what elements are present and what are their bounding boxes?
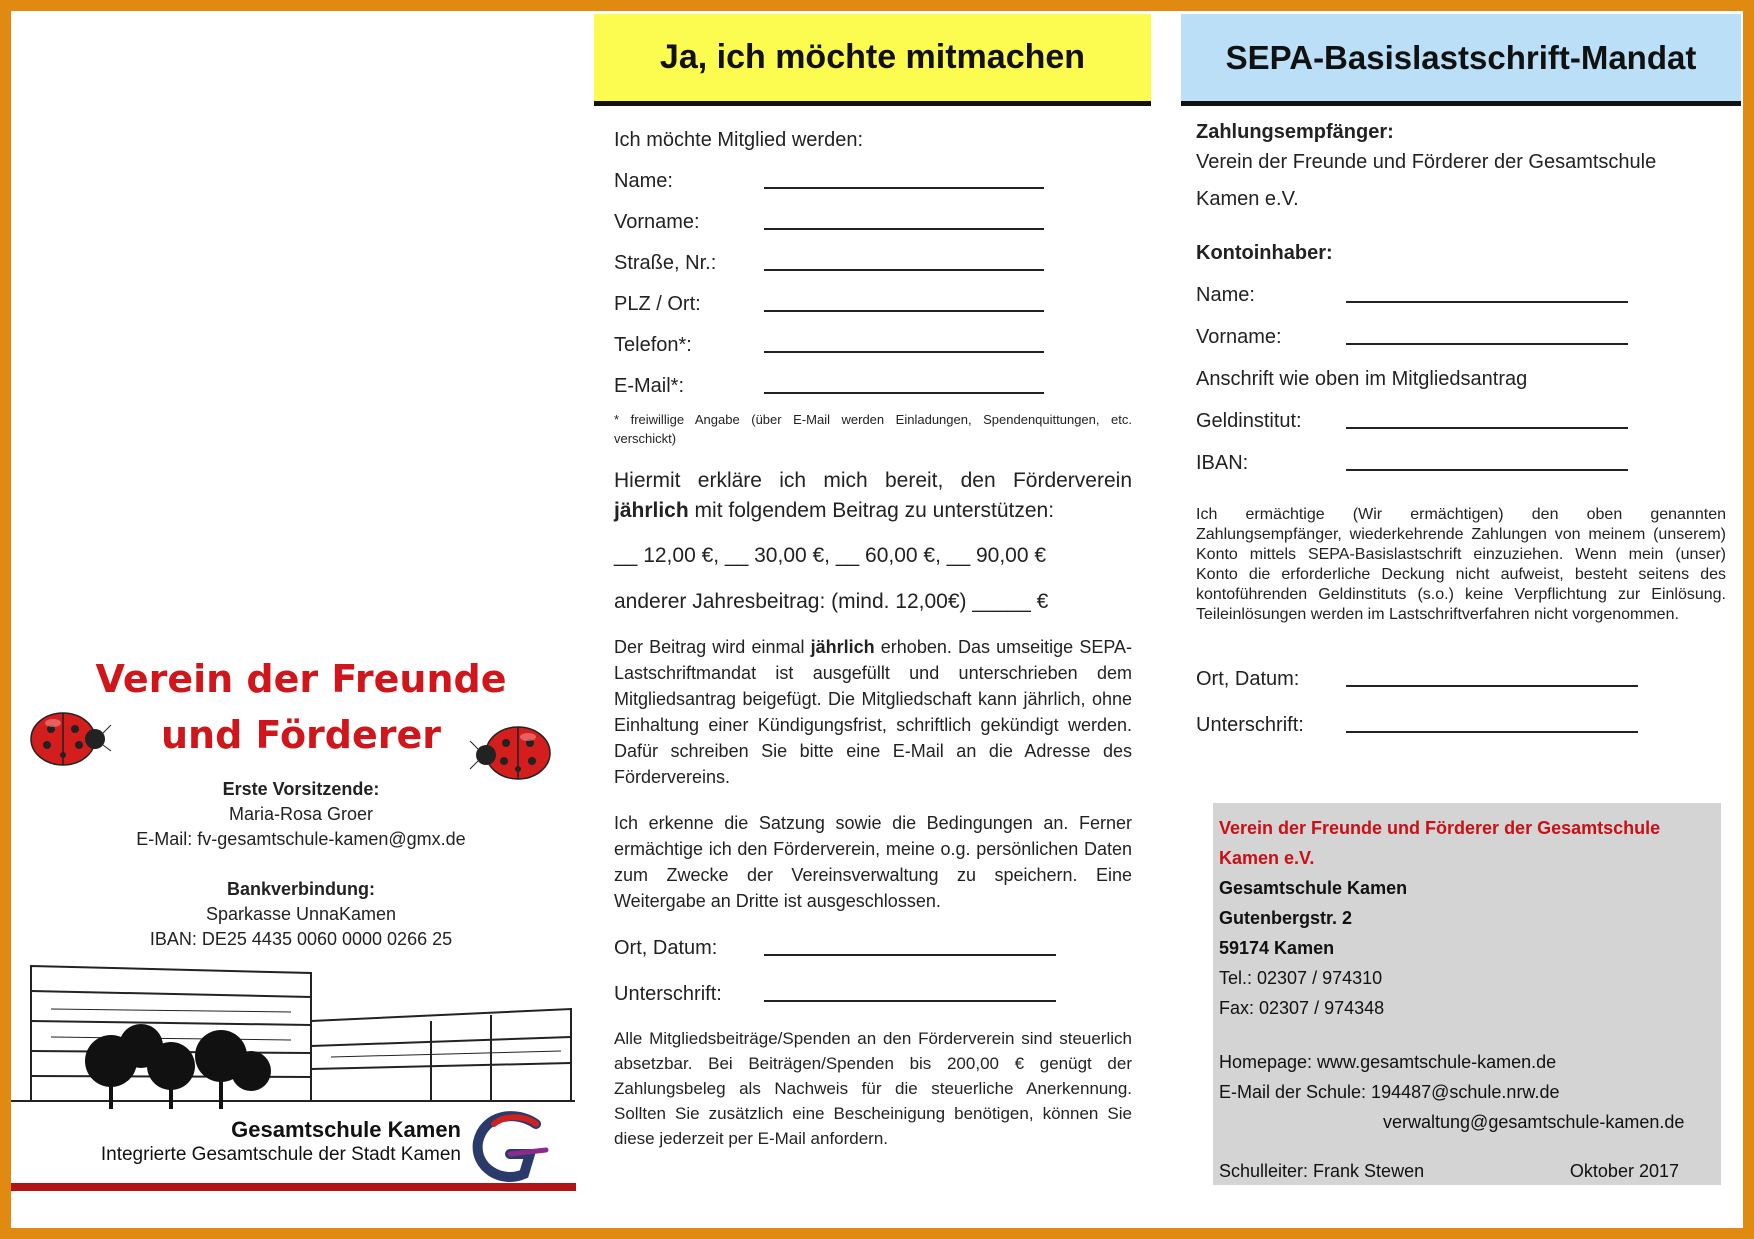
- field-label: IBAN:: [1196, 452, 1249, 474]
- club-title: [71, 651, 531, 763]
- payment-info: Der Beitrag wird einmal jährlich erhoben. Das umseitige SEPA-Lastschriftmandat ist ausgefüllt und unterschrieben dem Mitgliedsantrag beigefügt. Die Mitgliedschaft kann jährlich, ohne Einhaltung einer Kündigungsfrist, schriftlich gekündigt werden. Dafür schreiben Sie bitte eine E-Mail an die Adresse des Fördervereins.: [614, 637, 1132, 787]
- chair-label: Erste Vorsitzende:: [222, 779, 380, 799]
- field-row-iban: [1196, 433, 1726, 475]
- city: 59174 Kamen: [1219, 938, 1335, 958]
- field-label: Straße, Nr.:: [614, 252, 717, 274]
- field-label: Name:: [1196, 284, 1255, 306]
- field-row-firstname: [1196, 307, 1726, 349]
- g-logo: [466, 1106, 556, 1186]
- fill-line[interactable]: [1346, 667, 1638, 687]
- signature-label: Unterschrift:: [614, 983, 722, 1005]
- fill-line[interactable]: [764, 374, 1044, 394]
- fill-line[interactable]: [764, 169, 1044, 189]
- fill-line[interactable]: [764, 210, 1044, 230]
- sepa-panel: [1181, 11, 1743, 1228]
- field-row-name: [614, 152, 1132, 193]
- school-subtitle: Integrierte Gesamtschule der Stadt Kamen: [100, 1144, 461, 1165]
- field-row-phone: [614, 316, 1132, 357]
- phone: Tel.: 02307 / 974310: [1219, 968, 1383, 988]
- fill-line[interactable]: [1346, 451, 1628, 471]
- fill-line[interactable]: [1346, 409, 1628, 429]
- fill-line[interactable]: [764, 936, 1056, 956]
- membership-intro: Ich möchte Mitglied werden:: [614, 129, 864, 151]
- fill-line[interactable]: [1346, 713, 1638, 733]
- signature-row: [1196, 691, 1726, 737]
- left-panel: [11, 11, 581, 1228]
- address-box: [1213, 803, 1721, 1185]
- field-label: PLZ / Ort:: [614, 293, 701, 315]
- signature-row: [614, 960, 1132, 1006]
- payee-label: Zahlungsempfänger:: [1196, 121, 1394, 143]
- fill-line[interactable]: [764, 333, 1044, 353]
- field-label: Telefon*:: [614, 334, 692, 356]
- org-name-line2: Kamen e.V.: [1219, 848, 1315, 868]
- bank-name: Sparkasse UnnaKamen: [205, 904, 397, 924]
- street: Gutenbergstr. 2: [1219, 908, 1353, 928]
- holder-label: Kontoinhaber:: [1196, 242, 1333, 264]
- field-label: Name:: [614, 170, 673, 192]
- field-label: E-Mail*:: [614, 375, 685, 397]
- membership-header: Ja, ich möchte mitmachen: [594, 14, 1151, 106]
- place-date-row: [1196, 645, 1726, 691]
- fill-line[interactable]: [764, 251, 1044, 271]
- membership-panel: [594, 11, 1154, 1228]
- sepa-form: [1196, 121, 1726, 737]
- club-title-line2: und Förderer: [160, 713, 442, 757]
- fill-line[interactable]: [764, 982, 1056, 1002]
- bank-iban: IBAN: DE25 4435 0060 0000 0266 25: [149, 929, 453, 949]
- admin-email: verwaltung@gesamtschule-kamen.de: [1383, 1112, 1685, 1132]
- mandate-text: Ich ermächtige (Wir ermächtigen) den oben genannten Zahlungsempfänger, wiederkehrende Zahlungen von meinem (unserem) Konto mittels SEPA-Basislastschrift einzuziehen. Wenn mein (unser) Konto die erforderliche Deckung nicht aufweist, besteht seitens des kontoführenden Geldinstituts (s.o.) keine Verpflichtung zur Einlösung. Teileinlösungen werden im Lastschriftverfahren nicht vorgenommen.: [1196, 506, 1726, 623]
- brochure-page: [11, 11, 1743, 1228]
- fill-line[interactable]: [1346, 325, 1628, 345]
- field-row-bank: [1196, 391, 1726, 433]
- chair-name: Maria-Rosa Groer: [228, 804, 374, 824]
- field-label: Geldinstitut:: [1196, 410, 1302, 432]
- contact-block: [71, 777, 531, 952]
- membership-form: [614, 119, 1132, 1151]
- club-title-line1: Verein der Freunde: [95, 657, 507, 701]
- tax-info: Alle Mitgliedsbeiträge/Spenden an den Förderverein sind steuerlich absetzbar. Bei Beiträgen/Spenden bis 200,00 € genügt der Zahlungsbeleg als Nachweis für die steuerliche Anerkennung. Sollten Sie zusätzlich eine Bescheinigung benötigen, können Sie diese jederzeit per E-Mail anfordern.: [614, 1029, 1132, 1148]
- chair-email: E-Mail: fv-gesamtschule-kamen@gmx.de: [136, 829, 466, 849]
- school-email: E-Mail der Schule: 194487@schule.nrw.de: [1219, 1082, 1560, 1102]
- homepage: Homepage: www.gesamtschule-kamen.de: [1219, 1052, 1557, 1072]
- school-name: Gesamtschule Kamen: [231, 1117, 461, 1142]
- field-row-email: [614, 357, 1132, 398]
- fax: Fax: 02307 / 974348: [1219, 998, 1385, 1018]
- field-row-street: [614, 234, 1132, 275]
- address-footer: [1219, 1161, 1715, 1182]
- school-name: Gesamtschule Kamen: [1219, 878, 1408, 898]
- org-name-line1: Verein der Freunde und Förderer der Gesamtschule: [1219, 818, 1661, 838]
- statute-consent: Ich erkenne die Satzung sowie die Bedingungen an. Ferner ermächtige ich den Förderverein, meine o.g. persönlichen Daten zum Zwecke der Vereinsverwaltung zu speichern. Eine Weitergabe an Dritte ist ausgeschlossen.: [614, 813, 1132, 911]
- footnote: * freiwillige Angabe (über E-Mail werden Einladungen, Spendenquittungen, etc. verschickt): [614, 412, 1132, 446]
- field-label: Vorname:: [614, 211, 700, 233]
- payee-line1: Verein der Freunde und Förderer der Gesamtschule: [1196, 151, 1657, 173]
- field-row-zip-city: [614, 275, 1132, 316]
- issue-date: Oktober 2017: [1569, 1161, 1679, 1181]
- field-row-name: [1196, 265, 1726, 307]
- amount-options[interactable]: __ 12,00 €, __ 30,00 €, __ 60,00 €, __ 90,00 €: [614, 544, 1047, 567]
- field-row-firstname: [614, 193, 1132, 234]
- payee-line2: Kamen e.V.: [1196, 188, 1299, 210]
- fill-line[interactable]: [764, 292, 1044, 312]
- fill-line[interactable]: [1346, 283, 1628, 303]
- address-note: Anschrift wie oben im Mitgliedsantrag: [1196, 368, 1528, 390]
- place-date-row: [614, 914, 1132, 960]
- field-label: Vorname:: [1196, 326, 1282, 348]
- other-amount[interactable]: anderer Jahresbeitrag: (mind. 12,00€) _____ €: [614, 590, 1049, 613]
- signature-label: Unterschrift:: [1196, 714, 1304, 736]
- declaration: Hiermit erkläre ich mich bereit, den Förderverein jährlich mit folgendem Beitrag zu unterstützen:: [614, 469, 1132, 522]
- principal: Schulleiter: Frank Stewen: [1219, 1161, 1425, 1181]
- school-building-illustration: [11, 951, 575, 1116]
- red-footer-bar: [11, 1183, 576, 1191]
- place-date-label: Ort, Datum:: [1196, 668, 1300, 690]
- place-date-label: Ort, Datum:: [614, 937, 718, 959]
- sepa-header: SEPA-Basislastschrift-Mandat: [1181, 14, 1741, 106]
- bank-label: Bankverbindung:: [226, 879, 375, 899]
